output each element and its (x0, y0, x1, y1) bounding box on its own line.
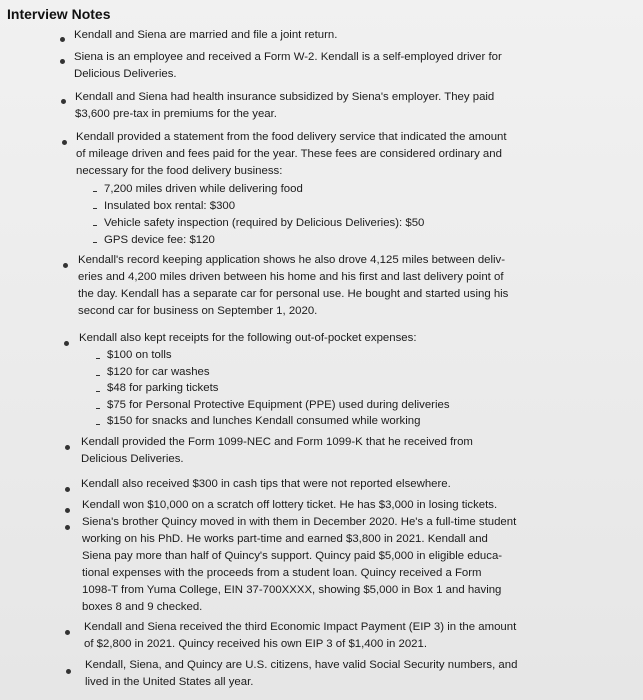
bullet-icon (65, 508, 70, 513)
note-item: Kendall provided the Form 1099-NEC and Form 1099-K that he received from Delicious Deliveries. (81, 436, 473, 465)
dash-icon (93, 225, 97, 226)
bullet-icon (61, 99, 66, 104)
page-title: Interview Notes (7, 6, 111, 22)
dash-icon (93, 242, 97, 243)
sub-item: $120 for car washes (107, 366, 210, 378)
bullet-icon (65, 445, 70, 450)
dash-icon (96, 408, 100, 409)
note-item: Siena is an employee and received a Form W-2. Kendall is a self-employed driver for Delicious Deliveries. (74, 51, 502, 80)
sub-item: $75 for Personal Protective Equipment (PPE) used during deliveries (107, 399, 450, 411)
sub-item: $150 for snacks and lunches Kendall consumed while working (107, 415, 421, 427)
note-item: Kendall, Siena, and Quincy are U.S. citizens, have valid Social Security numbers, and lived in the United States all year. (85, 659, 518, 688)
note-item: Kendall and Siena received the third Economic Impact Payment (EIP 3) in the amount of $2,800 in 2021. Quincy received his own EIP 3 of $1,400 in 2021. (84, 621, 517, 650)
dash-icon (96, 358, 100, 359)
bullet-icon (65, 487, 70, 492)
dash-icon (96, 375, 100, 376)
bullet-icon (60, 37, 65, 42)
dash-icon (96, 391, 100, 392)
bullet-icon (65, 630, 70, 635)
note-item: Kendall won $10,000 on a scratch off lottery ticket. He has $3,000 in losing tickets. (82, 499, 498, 511)
sub-item: GPS device fee: $120 (104, 234, 215, 246)
dash-icon (93, 208, 97, 209)
dash-icon (96, 424, 100, 425)
bullet-icon (63, 263, 68, 268)
bullet-icon (66, 669, 71, 674)
sub-item: Vehicle safety inspection (required by Delicious Deliveries): $50 (104, 217, 425, 229)
sub-item: 7,200 miles driven while delivering food (104, 183, 303, 195)
bullet-icon (60, 59, 65, 64)
note-item: Kendall provided a statement from the food delivery service that indicated the amount of mileage driven and fees paid for the year. These fees are considered ordinary and necessary for the food delivery business: (76, 131, 507, 177)
note-item: Kendall's record keeping application shows he also drove 4,125 miles between deliv- eries and 4,200 miles driven between his home and his first and last delivery point of the day. Kendall has a separate car for personal use. He bought and started using his second car for business on September 1, 2020. (78, 254, 509, 317)
dash-icon (93, 191, 97, 192)
note-item: Kendall also kept receipts for the following out-of-pocket expenses: (79, 332, 417, 344)
note-item: Kendall and Siena had health insurance subsidized by Siena's employer. They paid $3,600 pre-tax in premiums for the year. (75, 91, 495, 120)
sub-item: $48 for parking tickets (107, 382, 219, 394)
bullet-icon (65, 525, 70, 530)
bullet-icon (64, 341, 69, 346)
bullet-icon (62, 140, 67, 145)
note-item: Kendall also received $300 in cash tips that were not reported elsewhere. (81, 478, 451, 490)
sub-item: Insulated box rental: $300 (104, 200, 236, 212)
note-item: Siena's brother Quincy moved in with them in December 2020. He's a full-time student working on his PhD. He works part-time and earned $3,800 in 2021. Kendall and Siena pay more than half of Quincy's support. Quincy paid $5,000 in eligible educa- tional expenses with the proceeds from a student loan. Quincy received a Form 1098-T from Yuma College, EIN 37-700XXXX, showing $5,000 in Box 1 and having boxes 8 and 9 checked. (82, 516, 517, 613)
sub-item: $100 on tolls (107, 349, 172, 361)
note-item: Kendall and Siena are married and file a joint return. (74, 29, 338, 41)
